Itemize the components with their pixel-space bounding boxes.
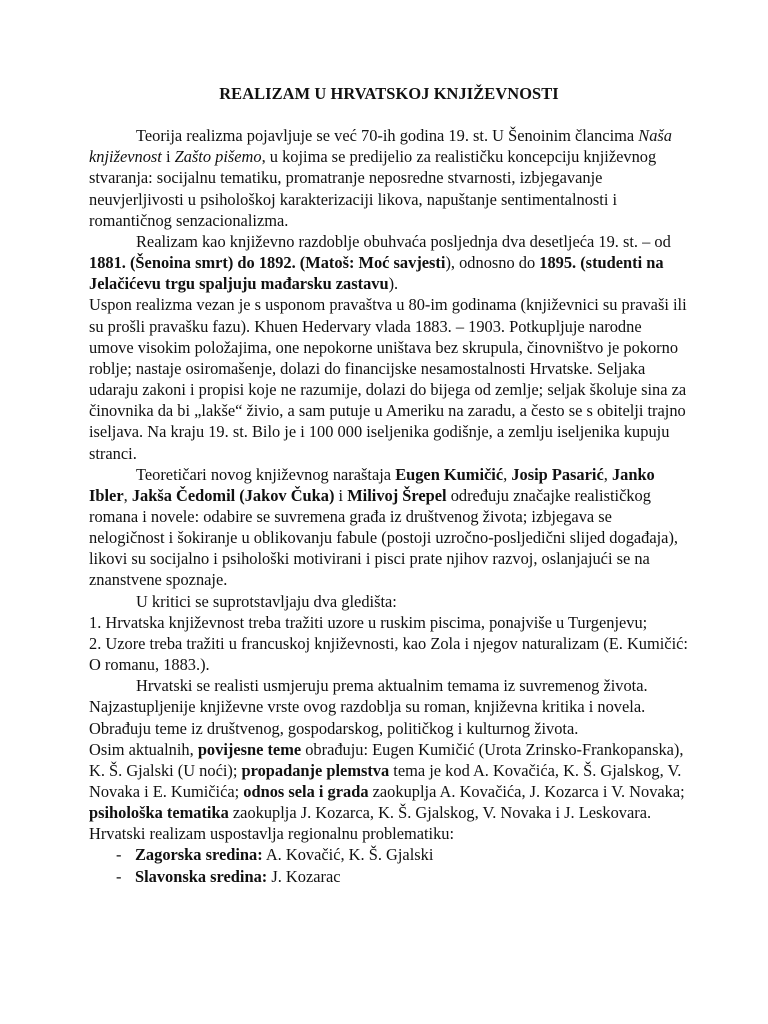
bold-name: Josip Pasarić	[511, 464, 604, 484]
italic-title-zasto-pisemo: Zašto pišemo	[174, 147, 262, 167]
text-span: obrađuju: Eugen Kumičić (Urota Zrinsko-Frankopanska), K. Š. Gjalski (U noći);	[89, 739, 684, 780]
text-span: zaokuplja A. Kovačića, J. Kozarca i V. Novaka;	[368, 782, 685, 801]
text-span: ,	[603, 464, 612, 484]
bold-topic: odnos sela i grada	[243, 782, 369, 801]
paragraph-topics	[89, 739, 689, 824]
list-item-label: Slavonska sredina:	[135, 866, 268, 886]
bold-topic: propadanje plemstva	[241, 760, 390, 780]
paragraph-regional: Hrvatski realizam uspostavlja regionalnu problematiku:	[89, 824, 455, 844]
text-span: zaokuplja J. Kozarca, K. Š. Gjalskog, V. Novaka i J. Leskovara.	[228, 803, 652, 823]
text-span: ,	[503, 464, 512, 484]
text-span: tema je kod A. Kovačića, K. Š. Gjalskog, V. Novaka i E. Kumičića;	[89, 760, 682, 801]
text-span: ), odnosno do	[445, 253, 540, 273]
bold-period-start: 1881. (Šenoina smrt) do 1892. (Matoš: Moć savjesti	[89, 253, 446, 273]
text-span: i	[161, 147, 175, 167]
bold-topic: psihološka tematika	[89, 803, 229, 823]
text-span: , u kojima se predijelio za realističku koncepciju književnog stvaranja: socijalnu tematiku, promatranje neposredne stvarnosti, izbjegavanje neuvjerljivosti u psihološkoj karakterizaciji likova, napuštanje sentimentalnosti i romantičnog senzacionalizma.	[89, 147, 657, 230]
bold-name: Milivoj Šrepel	[347, 485, 447, 505]
italic-title-nasa-knjizevnost: Naša književnost	[89, 126, 672, 167]
text-span: Teoretičari novog književnog naraštaja	[136, 464, 396, 484]
bold-name: Janko Ibler	[89, 464, 655, 505]
bold-name: Eugen Kumičić	[395, 464, 504, 484]
paragraph-criticism-intro: U kritici se suprotstavljaju dva gledišta:	[136, 591, 397, 611]
paragraph-viewpoint-2: 2. Uzore treba tražiti u francuskoj književnosti, kao Zola i njegov naturalizam (E. Kumičić: O romanu, 1883.).	[89, 633, 688, 675]
text-span: Realizam kao književno razdoblje obuhvaća posljednja dva desetljeća 19. st. – od	[136, 231, 671, 251]
list-item	[89, 844, 689, 865]
text-span: Teorija realizma pojavljuje se već 70-ih godina 19. st. U Šenoinim člancima	[136, 126, 639, 146]
paragraph-viewpoint-1: 1. Hrvatska književnost treba tražiti uzore u ruskim piscima, ponajviše u Turgenjevu;	[89, 612, 648, 632]
bold-topic: povijesne teme	[197, 739, 302, 759]
document-page	[89, 83, 689, 887]
list-item	[89, 866, 689, 887]
regional-list	[89, 844, 689, 886]
text-span: i	[334, 485, 348, 505]
document-title: REALIZAM U HRVATSKOJ KNJIŽEVNOSTI	[219, 84, 559, 103]
text-span: Osim aktualnih,	[89, 739, 198, 759]
paragraph-history: Uspon realizma vezan je s usponom pravaštva u 80-im godinama (književnici su pravaši ili su prošli pravašku fazu). Khuen Hedervary vlada 1883. – 1903. Potkupljuje narodne umove visokim položajima, one nepokorne uništava bez skrupula, činovništvo je pokorno roblje; nastaje osiromašenje, dolazi do financijske nesamostalnosti Hrvatske. Seljaka udaraju zakoni i propisi koje ne razumije, dolazi do bijega od zemlje; seljak školuje sina za činovnika da bi „lakše“ živio, a sam putuje u Ameriku na zaradu, a često se s obitelji trajno iseljava. Na kraju 19. st. Bilo je i 100 000 iseljenika godišnje, a zemlju iseljenika kupuju stranci.	[89, 295, 687, 463]
bold-period-end: 1895. (studenti na Jelačićevu trgu spaljuju mađarsku zastavu	[89, 253, 664, 294]
bold-name: Jakša Čedomil (Jakov Čuka)	[131, 485, 335, 505]
list-item-text: J. Kozarac	[267, 866, 341, 886]
paragraph-themes: Hrvatski se realisti usmjeruju prema aktualnim temama iz suvremenog života. Najzastupljenije književne vrste ovog razdoblja su roman, književna kritika i novela. Obrađuju teme iz društvenog, gospodarskog, političkog i kulturnog života.	[89, 676, 648, 738]
text-span: ,	[123, 485, 132, 505]
list-dash: -	[116, 845, 122, 865]
list-dash: -	[116, 866, 122, 886]
paragraph-theory	[89, 125, 689, 231]
list-item-text: A. Kovačić, K. Š. Gjalski	[262, 845, 434, 865]
text-span: ).	[388, 274, 399, 294]
text-span: određuju značajke realističkog romana i novele: odabire se suvremena građa iz društvenog života; izbjegava se nelogičnost i šokiranje u oblikovanju fabule (postoji uzročno-posljedični slijed događaja), likovi su socijalno i psihološki motivirani i pisci prate njihov razvoj, oslanjajući se na znanstvene spoznaje.	[89, 485, 679, 590]
paragraph-period	[89, 231, 689, 294]
list-item-label: Zagorska sredina:	[135, 845, 263, 865]
paragraph-theorists	[89, 464, 689, 591]
